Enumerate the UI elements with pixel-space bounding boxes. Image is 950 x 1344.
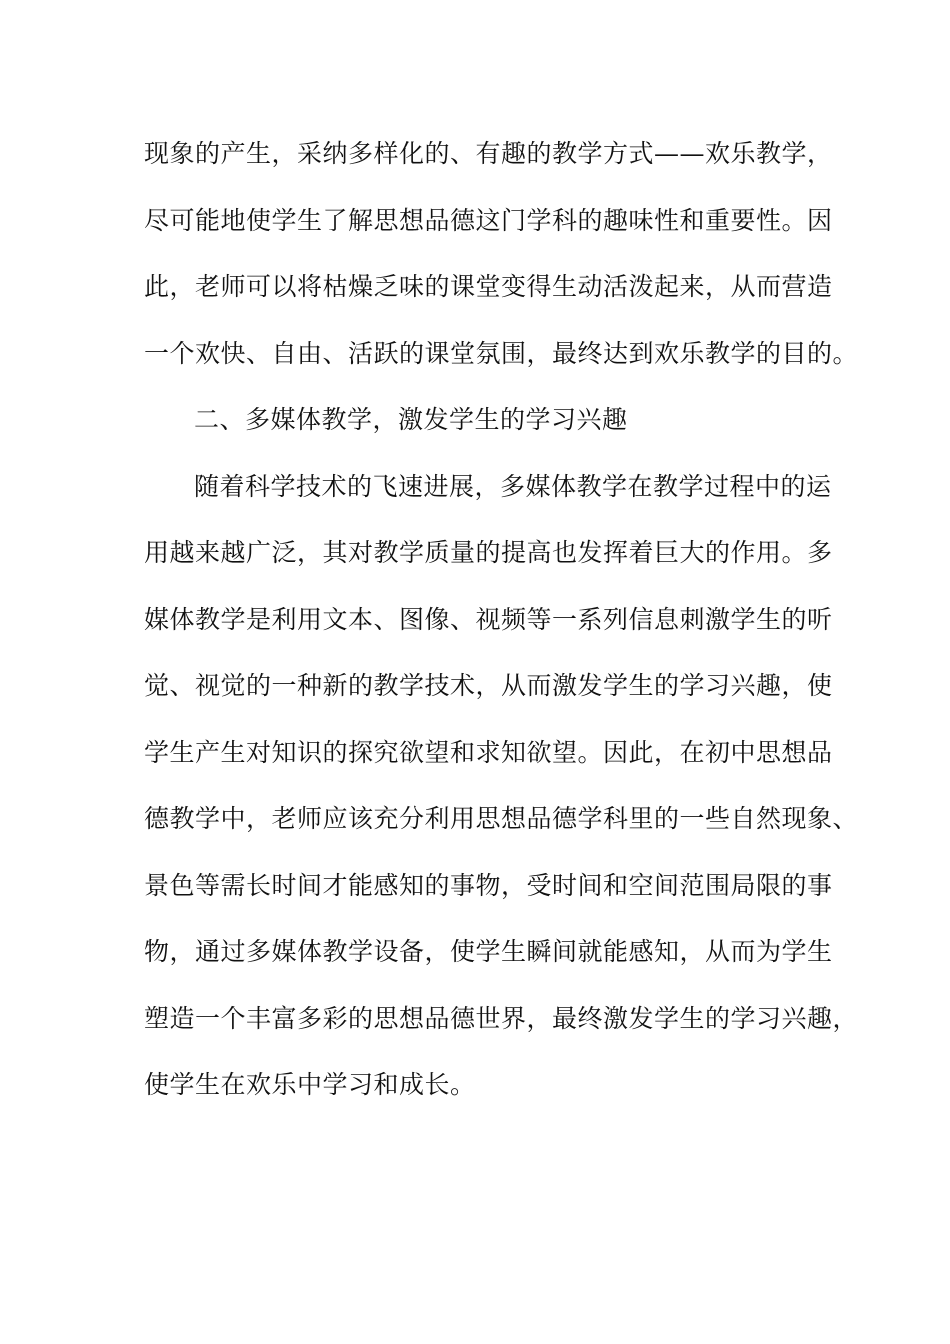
text-line: 尽可能地使学生了解思想品德这门学科的趣味性和重要性。因 bbox=[144, 205, 833, 235]
body-text bbox=[144, 132, 859, 1130]
text-line: 德教学中，老师应该充分利用思想品德学科里的一些自然现象、 bbox=[144, 804, 859, 833]
text-line: 觉、视觉的一种新的教学技术，从而激发学生的学习兴趣，使 bbox=[144, 671, 833, 700]
text-line: 使学生在欢乐中学习和成长。 bbox=[144, 1070, 476, 1099]
text-line: 学生产生对知识的探究欲望和求知欲望。因此，在初中思想品 bbox=[144, 737, 833, 767]
section-heading: 二、多媒体教学，激发学生的学习兴趣 bbox=[194, 405, 628, 434]
text-line: 用越来越广泛，其对教学质量的提高也发挥着巨大的作用。多 bbox=[144, 538, 833, 567]
text-line: 景色等需长时间才能感知的事物，受时间和空间范围局限的事 bbox=[144, 870, 833, 900]
text-line: 物，通过多媒体教学设备，使学生瞬间就能感知，从而为学生 bbox=[144, 937, 833, 966]
text-line: 此，老师可以将枯燥乏味的课堂变得生动活泼起来，从而营造 bbox=[144, 272, 833, 301]
text-line: 现象的产生，采纳多样化的、有趣的教学方式——欢乐教学， bbox=[144, 139, 833, 168]
text-line: 一个欢快、自由、活跃的课堂氛围，最终达到欢乐教学的目的。 bbox=[144, 338, 859, 368]
paragraph-first-line: 随着科学技术的飞速进展，多媒体教学在教学过程中的运 bbox=[194, 471, 832, 501]
text-line: 媒体教学是利用文本、图像、视频等一系列信息刺激学生的听 bbox=[144, 604, 833, 634]
text-line: 塑造一个丰富多彩的思想品德世界，最终激发学生的学习兴趣， bbox=[144, 1003, 859, 1033]
